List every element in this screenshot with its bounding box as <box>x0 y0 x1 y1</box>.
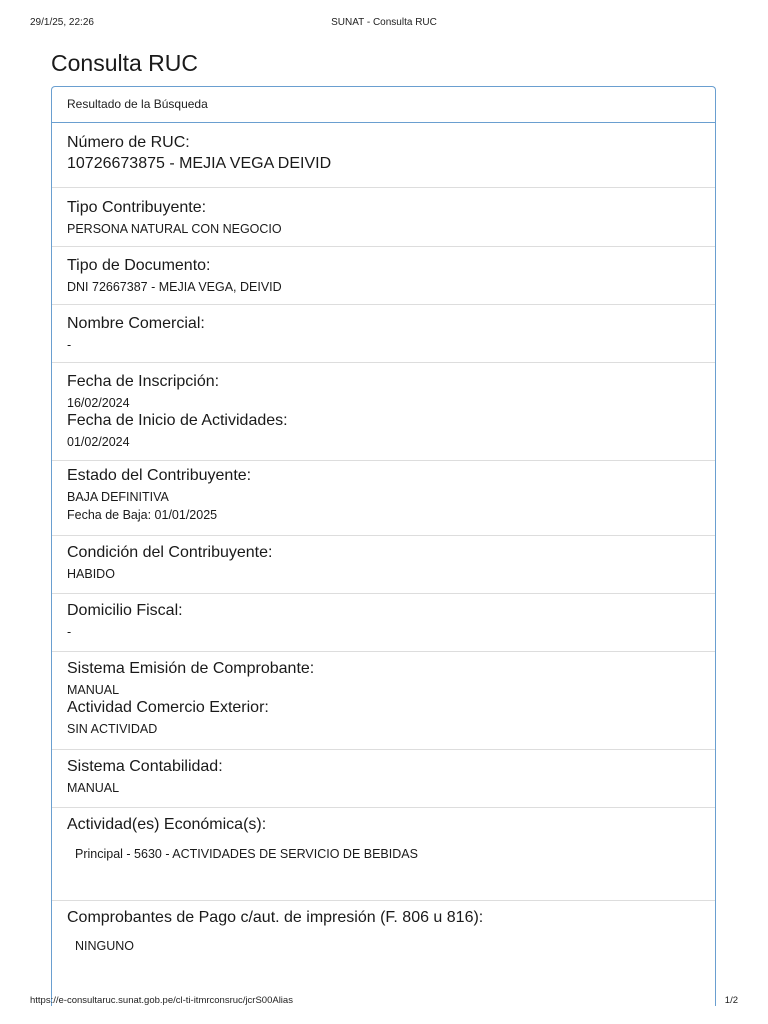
actividades-row <box>52 808 715 901</box>
condicion-value: HABIDO <box>67 567 115 581</box>
comercio-exterior-label: Actividad Comercio Exterior: <box>67 699 269 716</box>
contabilidad-value: MANUAL <box>67 781 120 795</box>
tipo-documento-row <box>52 247 715 305</box>
estado-row <box>52 461 715 536</box>
tipo-documento-value: DNI 72667387 - MEJIA VEGA, DEIVID <box>67 280 282 294</box>
fecha-baja-value: Fecha de Baja: 01/01/2025 <box>67 508 218 522</box>
comprobantes-row <box>52 901 715 1006</box>
print-datetime: 29/1/25, 22:26 <box>30 17 94 28</box>
page-url: https://e-consultaruc.sunat.gob.pe/cl-ti-itmrconsruc/jcrS00Alias <box>30 995 293 1006</box>
panel-heading: Resultado de la Búsqueda <box>52 87 715 123</box>
domicilio-value: - <box>67 625 72 639</box>
tipo-contribuyente-label: Tipo Contribuyente: <box>67 199 207 216</box>
emision-value: MANUAL <box>67 683 120 697</box>
print-footer <box>30 995 738 1009</box>
comprobantes-value: NINGUNO <box>75 939 135 953</box>
estado-value: BAJA DEFINITIVA <box>67 490 169 504</box>
comprobantes-label: Comprobantes de Pago c/aut. de impresión (F. 806 u 816): <box>67 909 484 926</box>
contabilidad-row <box>52 750 715 808</box>
ruc-label: Número de RUC: <box>67 134 190 151</box>
page-title: Consulta RUC <box>51 50 198 76</box>
nombre-comercial-label: Nombre Comercial: <box>67 315 205 332</box>
contabilidad-label: Sistema Contabilidad: <box>67 758 223 775</box>
ruc-value: 10726673875 - MEJIA VEGA DEIVID <box>67 155 332 172</box>
tipo-contribuyente-value: PERSONA NATURAL CON NEGOCIO <box>67 222 282 236</box>
results-panel <box>51 86 716 1006</box>
tipo-contribuyente-row <box>52 188 715 247</box>
page-number: 1/2 <box>724 995 738 1006</box>
print-document-title: SUNAT - Consulta RUC <box>331 17 437 28</box>
emision-row <box>52 652 715 750</box>
actividad-principal-value: Principal - 5630 - ACTIVIDADES DE SERVICIO DE BEBIDAS <box>75 847 418 861</box>
fecha-inscripcion-label: Fecha de Inscripción: <box>67 373 220 390</box>
domicilio-row <box>52 594 715 652</box>
print-header <box>30 17 738 31</box>
nombre-comercial-value: - <box>67 338 72 352</box>
domicilio-label: Domicilio Fiscal: <box>67 602 183 619</box>
fechas-row <box>52 363 715 461</box>
fecha-inicio-label: Fecha de Inicio de Actividades: <box>67 412 288 429</box>
ruc-row <box>52 123 715 188</box>
condicion-row <box>52 536 715 594</box>
tipo-documento-label: Tipo de Documento: <box>67 257 211 274</box>
actividades-label: Actividad(es) Económica(s): <box>67 816 267 833</box>
nombre-comercial-row <box>52 305 715 363</box>
fecha-inscripcion-value: 16/02/2024 <box>67 396 130 410</box>
comercio-exterior-value: SIN ACTIVIDAD <box>67 722 158 736</box>
condicion-label: Condición del Contribuyente: <box>67 544 273 561</box>
estado-label: Estado del Contribuyente: <box>67 467 252 484</box>
fecha-inicio-value: 01/02/2024 <box>67 435 130 449</box>
emision-label: Sistema Emisión de Comprobante: <box>67 660 315 677</box>
